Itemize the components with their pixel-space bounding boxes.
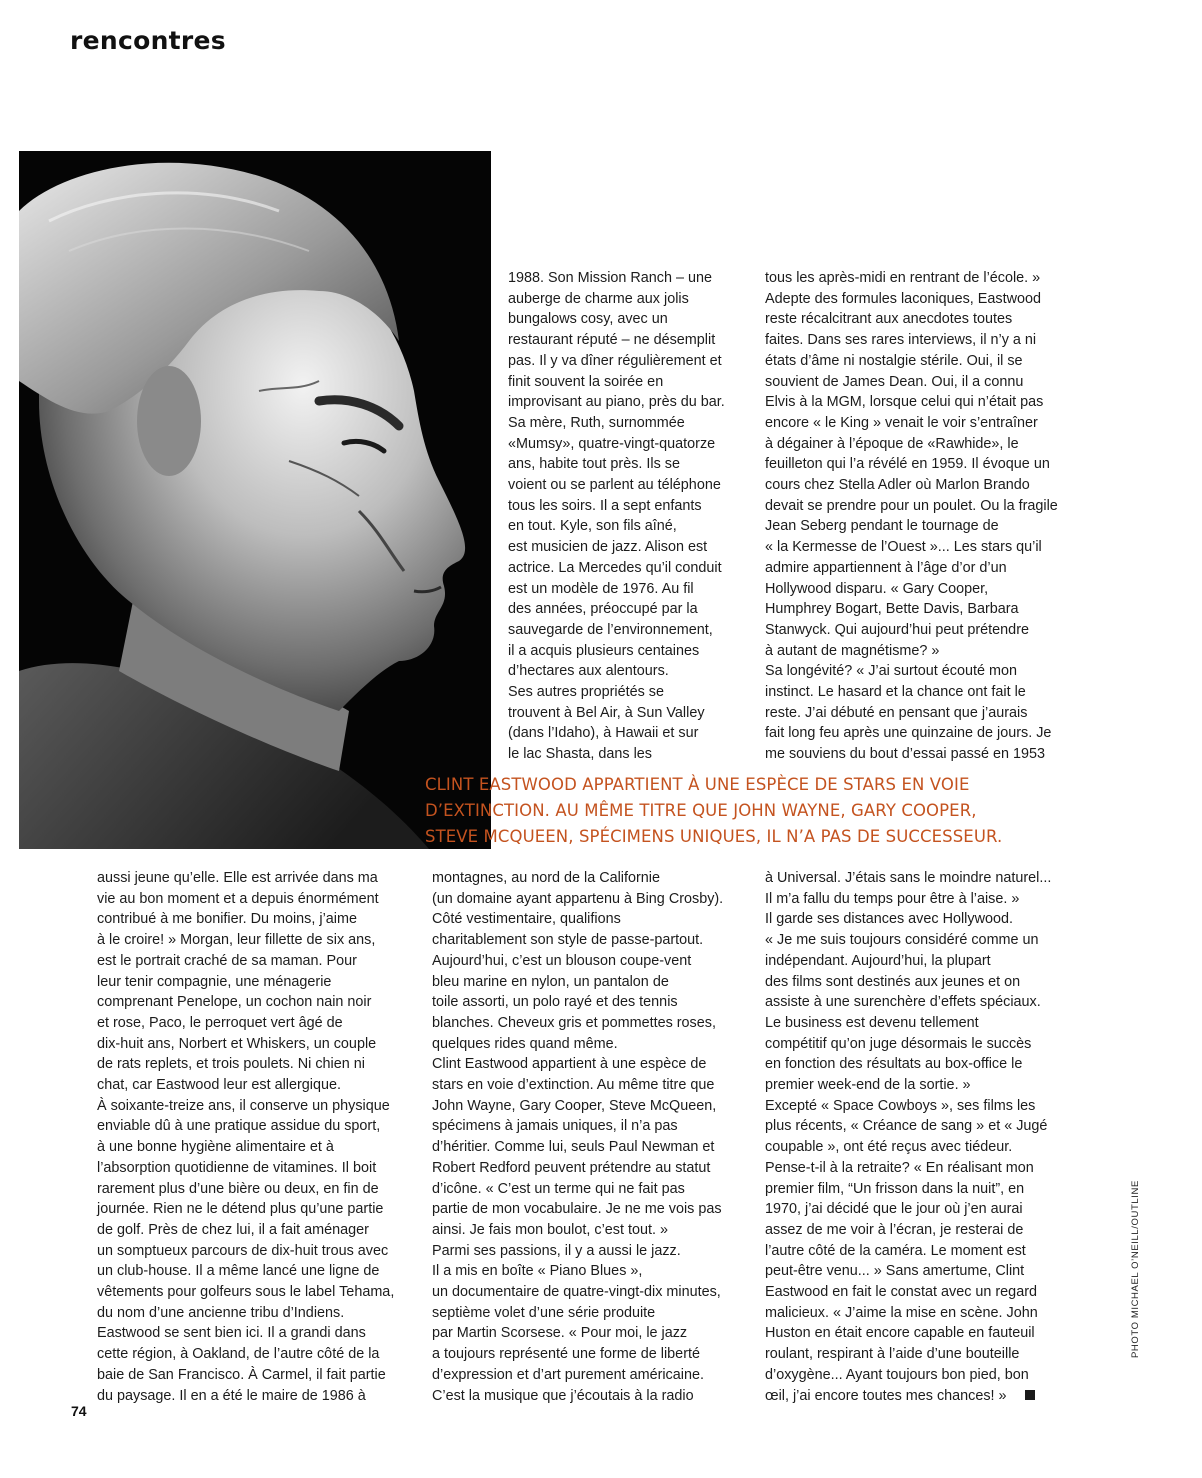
text-line: finit souvent la soirée en — [508, 373, 664, 390]
text-line: trouvent à Bel Air, à Sun Valley — [508, 704, 705, 721]
text-line: des années, préoccupé par la — [508, 601, 698, 618]
text-line: auberge de charme aux jolis — [508, 290, 689, 307]
portrait-photo — [19, 151, 491, 849]
text-line: a toujours représenté une forme de liberté — [432, 1346, 700, 1363]
text-line: charitablement son style de passe-partout. — [432, 932, 704, 949]
text-line: septième volet d’une série produite — [432, 1304, 656, 1321]
text-line: reste. J’ai débuté en pensant que j’aurais — [765, 704, 1028, 721]
text-line: d’héritier. Comme lui, seuls Paul Newman et — [432, 1139, 715, 1156]
text-line: Le business est devenu tellement — [765, 1014, 979, 1031]
text-line: contribué à me bonifier. Du moins, j’aime — [97, 911, 357, 928]
text-line: en fonction des résultats au box-office le — [765, 1056, 1023, 1073]
section-title: rencontres — [70, 26, 226, 55]
text-line: à dégainer à l’époque de «Rawhide», le — [765, 435, 1019, 452]
text-line: restaurant réputé – ne désemplit — [508, 332, 716, 349]
text-line: et rose, Paco, le perroquet vert âgé de — [97, 1014, 343, 1031]
text-line: Huston en était encore capable en fauteuil — [765, 1325, 1035, 1342]
text-line: indépendant. Aujourd’hui, la plupart — [765, 952, 991, 969]
pull-quote — [425, 772, 1125, 850]
text-line: de golf. Près de chez lui, il a fait aménager — [97, 1221, 369, 1238]
text-line: C’est la musique que j’écoutais à la radio — [432, 1387, 694, 1404]
text-line: leur tenir compagnie, une ménagerie — [97, 973, 332, 990]
text-line: à le croire! » Morgan, leur fillette de six ans, — [97, 932, 376, 949]
end-of-article-icon — [1025, 1390, 1035, 1400]
text-line: un documentaire de quatre-vingt-dix minutes, — [432, 1284, 721, 1301]
text-line: À soixante-treize ans, il conserve un physique — [97, 1097, 390, 1114]
text-line: à Universal. J’étais sans le moindre naturel... — [765, 870, 1052, 886]
text-line: devait se prendre pour un poulet. Ou la fragile — [765, 497, 1058, 514]
text-line: à autant de magnétisme? » — [765, 642, 940, 659]
text-line: un club-house. Il a même lancé une ligne de — [97, 1263, 380, 1280]
text-line: ans, habite tout près. Ils se — [508, 456, 680, 473]
text-line: John Wayne, Gary Cooper, Steve McQueen, — [432, 1097, 717, 1114]
text-line: Il a mis en boîte « Piano Blues », — [432, 1263, 643, 1280]
text-line: (un domaine ayant appartenu à Bing Crosby). — [432, 890, 724, 907]
text-line: de rats replets, et trois poulets. Ni chien ni — [97, 1056, 365, 1073]
text-line: faites. Dans ses rares interviews, il n’y a ni — [765, 332, 1037, 349]
text-line: 1970, j’ai décidé que le jour où j’en aurai — [765, 1201, 1023, 1218]
text-line: assiste à une surenchère d’effets spéciaux. — [765, 994, 1041, 1011]
text-line: du nom d’une ancienne tribu d’Indiens. — [97, 1304, 345, 1321]
text-line: états d’âme ni nostalgie stérile. Oui, il se — [765, 352, 1023, 369]
text-line: me souviens du bout d’essai passé en 1953 — [765, 746, 1046, 763]
text-line: reste récalcitrant aux anecdotes toutes — [765, 311, 1013, 328]
page-number: 74 — [71, 1403, 87, 1419]
text-line: compétitif qu’on juge désormais le succès — [765, 1035, 1032, 1052]
column-1 — [508, 268, 740, 765]
column-2 — [765, 268, 1075, 765]
text-line: Clint Eastwood appartient à une espèce de — [432, 1056, 707, 1073]
text-line: instinct. Le hasard et la chance ont fait le — [765, 684, 1026, 701]
text-line: d’oxygène... Ayant toujours bon pied, bon — [765, 1366, 1029, 1383]
text-line: Aujourd’hui, c’est un blouson coupe-vent — [432, 952, 692, 969]
text-line: premier film, “Un frisson dans la nuit”, en — [765, 1180, 1025, 1197]
text-line: quelques rides quand même. — [432, 1035, 618, 1052]
text-line: Sa longévité? « J’ai surtout écouté mon — [765, 663, 1017, 680]
text-line: vie au bon moment et a depuis énormément — [97, 890, 379, 907]
text-line: œil, j’ai encore toutes mes chances! » — [765, 1386, 1075, 1407]
text-line: premier week-end de la sortie. » — [765, 1077, 971, 1094]
text-line: ainsi. Je fais mon boulot, c’est tout. » — [432, 1221, 668, 1238]
text-line: Excepté « Space Cowboys », ses films les — [765, 1097, 1036, 1114]
text-line: Il m’a fallu du temps pour être à l’aise. » — [765, 890, 1020, 907]
text-line: « Je me suis toujours considéré comme un — [765, 932, 1039, 949]
text-line: Robert Redford peuvent prétendre au statut — [432, 1159, 711, 1176]
text-line: blanches. Cheveux gris et pommettes roses, — [432, 1014, 716, 1031]
text-line: sauvegarde de l’environnement, — [508, 621, 713, 638]
text-line: enviable dû à une pratique assidue du sport, — [97, 1118, 381, 1135]
text-line: stars en voie d’extinction. Au même titre que — [432, 1077, 715, 1094]
text-line: du paysage. Il en a été le maire de 1986 à — [97, 1387, 366, 1404]
text-line: Adepte des formules laconiques, Eastwood — [765, 290, 1041, 307]
text-line: d’icône. « C’est un terme qui ne fait pas — [432, 1180, 685, 1197]
text-line: bungalows cosy, avec un — [508, 311, 668, 328]
text-line: coupable », ont été reçus avec tiédeur. — [765, 1139, 1013, 1156]
text-line: d’hectares aux alentours. — [508, 663, 669, 680]
text-line: encore « le King » venait le voir s’entraîner — [765, 414, 1038, 431]
text-line: (dans l’Idaho), à Hawaii et sur — [508, 725, 699, 742]
text-line: baie de San Francisco. À Carmel, il fait partie — [97, 1366, 386, 1383]
text-line: Parmi ses passions, il y a aussi le jazz. — [432, 1242, 681, 1259]
text-line: cours chez Stella Adler où Marlon Brando — [765, 477, 1030, 494]
text-line: voient ou se parlent au téléphone — [508, 477, 721, 494]
text-line: Côté vestimentaire, qualifions — [432, 911, 621, 928]
text-line: est le portrait craché de sa maman. Pour — [97, 952, 357, 969]
text-line: d’expression et d’art purement américaine. — [432, 1366, 704, 1383]
photo-credit-text: PHOTO MICHAEL O’NEILL/OUTLINE — [1130, 1180, 1141, 1358]
text-line: assez de me voir à l’écran, je resterai de — [765, 1221, 1024, 1238]
text-line: plus récents, « Créance de sang » et « Jugé — [765, 1118, 1048, 1135]
text-line: Humphrey Bogart, Bette Davis, Barbara — [765, 601, 1019, 618]
portrait-illustration — [19, 151, 491, 849]
text-line: fait long feu après une quinzaine de jours. Je — [765, 725, 1052, 742]
text-line: aussi jeune qu’elle. Elle est arrivée dans ma — [97, 870, 378, 886]
text-line: Elvis à la MGM, lorsque celui qui n’était pas — [765, 394, 1044, 411]
text-line: des films sont destinés aux jeunes et on — [765, 973, 1021, 990]
text-line: le lac Shasta, dans les — [508, 746, 652, 763]
text-line: Il garde ses distances avec Hollywood. — [765, 911, 1013, 928]
text-line: comprenant Penelope, un cochon nain noir — [97, 994, 372, 1011]
text-line: Pense-t-il à la retraite? « En réalisant mon — [765, 1159, 1034, 1176]
text-line: souvient de James Dean. Oui, il a connu — [765, 373, 1024, 390]
text-line: Sa mère, Ruth, surnommée — [508, 414, 685, 431]
column-3 — [97, 868, 397, 1406]
text-line: à une bonne hygiène alimentaire et à — [97, 1139, 334, 1156]
text-line: « la Kermesse de l’Ouest »... Les stars qu’il — [765, 539, 1042, 556]
text-line: partie de mon vocabulaire. Je ne me vois pas — [432, 1201, 722, 1218]
text-line: malicieux. « J’aime la mise en scène. John — [765, 1304, 1038, 1321]
text-line: l’absorption quotidienne de vitamines. Il boit — [97, 1159, 377, 1176]
text-line: bleu marine en nylon, un pantalon de — [432, 973, 669, 990]
text-line: rarement plus d’une bière ou deux, en fin de — [97, 1180, 379, 1197]
text-line: Eastwood en fait le constat avec un regard — [765, 1284, 1037, 1301]
text-line: D’EXTINCTION. AU MÊME TITRE QUE JOHN WAYNE, GARY COOPER, — [425, 801, 977, 820]
text-line: est un modèle de 1976. Au fil — [508, 580, 694, 597]
text-line: spécimens à jamais uniques, il n’a pas — [432, 1118, 678, 1135]
text-line: roulant, respirant à l’aide d’une bouteille — [765, 1346, 1020, 1363]
text-line: «Mumsy», quatre-vingt-quatorze — [508, 435, 716, 452]
text-line: CLINT EASTWOOD APPARTIENT À UNE ESPÈCE DE STARS EN VOIE — [425, 775, 970, 794]
text-line: l’autre côté de la caméra. Le moment est — [765, 1242, 1026, 1259]
text-line: improvisant au piano, près du bar. — [508, 394, 725, 411]
text-line: peut-être venu... » Sans amertume, Clint — [765, 1263, 1025, 1280]
text-line: toile assorti, un polo rayé et des tennis — [432, 994, 678, 1011]
text-line: Ses autres propriétés se — [508, 684, 664, 701]
text-line: actrice. La Mercedes qu’il conduit — [508, 559, 722, 576]
column-5 — [765, 868, 1075, 1406]
text-line: tous les soirs. Il a sept enfants — [508, 497, 702, 514]
column-4 — [432, 868, 742, 1406]
text-line: journée. Rien ne le détend plus qu’une partie — [97, 1201, 384, 1218]
text-line: Hollywood disparu. « Gary Cooper, — [765, 580, 989, 597]
text-line: cette région, à Oakland, de l’autre côté de la — [97, 1346, 380, 1363]
text-line: montagnes, au nord de la Californie — [432, 870, 660, 886]
text-line: par Martin Scorsese. « Pour moi, le jazz — [432, 1325, 688, 1342]
text-line: en tout. Kyle, son fils aîné, — [508, 518, 677, 535]
text-line: feuilleton qui l’a révélé en 1959. Il évoque un — [765, 456, 1050, 473]
text-line: Eastwood se sent bien ici. Il a grandi dans — [97, 1325, 366, 1342]
text-line: est musicien de jazz. Alison est — [508, 539, 708, 556]
text-line: il a acquis plusieurs centaines — [508, 642, 700, 659]
text-line: chat, car Eastwood leur est allergique. — [97, 1077, 341, 1094]
text-line: pas. Il y va dîner régulièrement et — [508, 352, 722, 369]
text-line: Stanwyck. Qui aujourd’hui peut prétendre — [765, 621, 1029, 638]
text-line: tous les après-midi en rentrant de l’école. » — [765, 270, 1041, 286]
text-line: 1988. Son Mission Ranch – une — [508, 270, 712, 286]
text-line: admire appartiennent à l’âge d’or d’un — [765, 559, 1007, 576]
text-line: Jean Seberg pendant le tournage de — [765, 518, 999, 535]
text-line: STEVE MCQUEEN, SPÉCIMENS UNIQUES, IL N’A PAS DE SUCCESSEUR. — [425, 827, 1003, 846]
text-line: un somptueux parcours de dix-huit trous avec — [97, 1242, 389, 1259]
text-line: vêtements pour golfeurs sous le label Tehama, — [97, 1284, 395, 1301]
text-line: dix-huit ans, Norbert et Whiskers, un couple — [97, 1035, 377, 1052]
